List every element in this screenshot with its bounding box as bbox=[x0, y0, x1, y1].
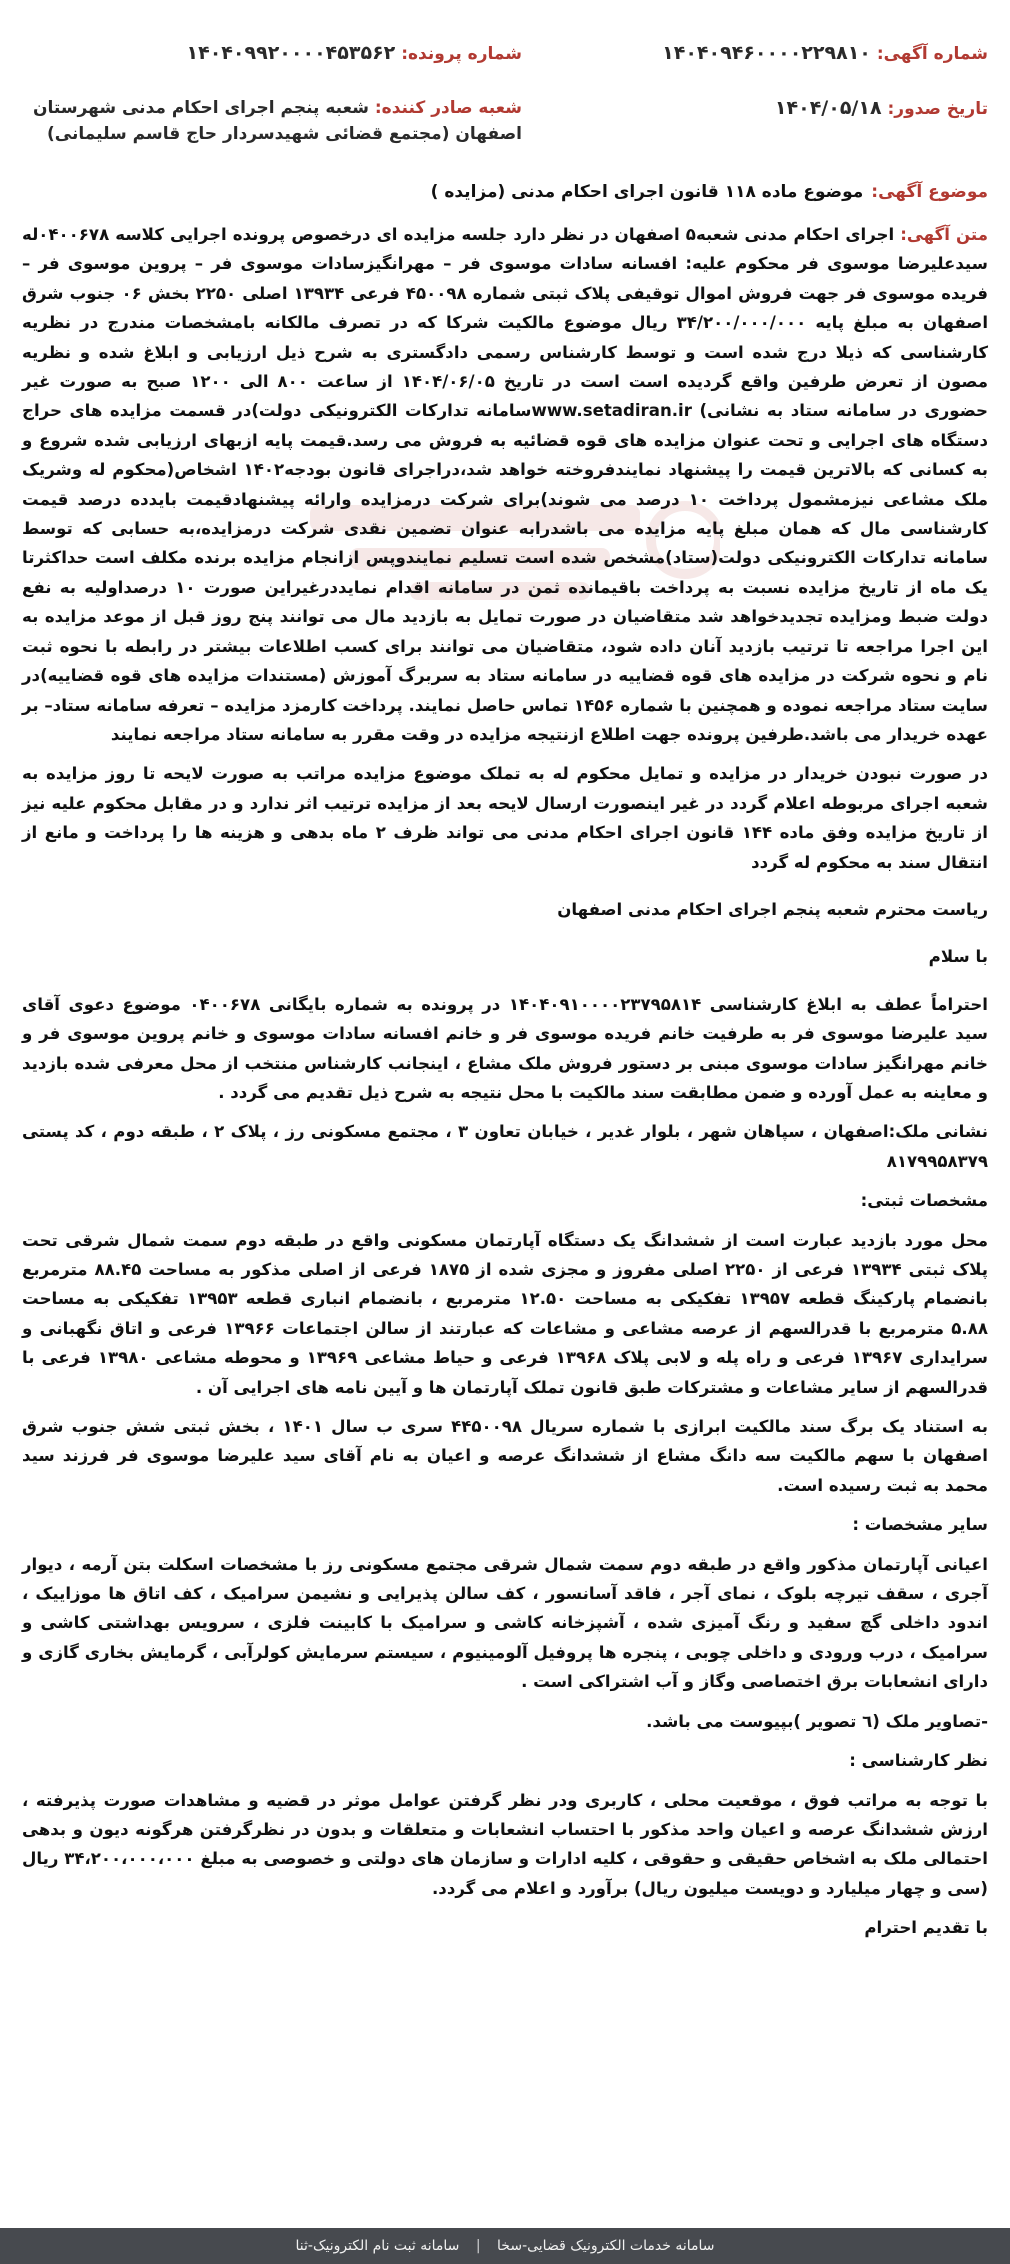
subject-value: موضوع ماده ۱۱۸ قانون اجرای احکام مدنی (مزایده ) bbox=[430, 182, 864, 202]
photos-attached: -تصاویر ملک (٦ تصویر )بپیوست می باشد. bbox=[646, 1711, 988, 1731]
body-paragraph-auction bbox=[22, 220, 988, 749]
footer-bar bbox=[0, 2228, 1010, 2264]
notice-number-label: شماره آگهی: bbox=[876, 44, 988, 64]
ownership-deed: به استناد یک برگ سند مالکیت ابرازی با شماره سریال ۴۴۵۰۰۹۸ سری ب سال ۱۴۰۱ ، بخش ثبتی شش جنوب شرق اصفهان با سهم مالکیت سه دانگ مشاع از ششدانگ عرصه و اعیان به نام آقای سید علیرضا موسوی فر فرزند سید محمد به ثبت رسیده است. bbox=[22, 1417, 988, 1495]
header-left-column bbox=[22, 40, 522, 175]
issue-date-value: ۱۴۰۴/۰۵/۱۸ bbox=[774, 97, 882, 119]
expert-opinion-heading: نظر کارشناسی : bbox=[849, 1751, 988, 1771]
issue-date-row bbox=[518, 95, 988, 122]
expert-opinion: با توجه به مراتب فوق ، موقعیت محلی ، کاربری ودر نظر گرفتن عوامل موثر در قضیه و مشاهدات صورت پذیرفته ، ارزش ششدانگ عرصه و اعیان واحد مذکور با احتساب انشعابات و متعلقات و بدون در نظرگرفتن هرگونه دیون و بدهی احتمالی ملک به اشخاص حقیقی و حقوقی ، کلیه ادارات و سازمان های دولتی و خصوصی به مبلغ ۳۴،۲۰۰،۰۰۰،۰۰۰ ریال (سی و چهار میلیارد و دویست میلیون ریال) برآورد و اعلام می گردد. bbox=[22, 1790, 988, 1898]
case-number-value: ۱۴۰۴۰۹۹۲۰۰۰۰۴۵۳۵۶۲ bbox=[186, 42, 396, 64]
footer-separator: | bbox=[475, 2238, 481, 2254]
footer-link-sakha[interactable]: سامانه خدمات الکترونیک قضایی-سخا bbox=[497, 2238, 715, 2254]
notice-subject bbox=[22, 178, 988, 206]
closing: با تقدیم احترام bbox=[864, 1918, 988, 1938]
expert-intro: احتراماً عطف به ابلاغ کارشناسی ۱۴۰۴۰۹۱۰۰۰۰۲۳۷۹۵۸۱۴ در پرونده به شماره بایگانی ۰۴۰۰۶۷۸ موضوع دعوی آقای سید علیرضا موسوی فر به طرفیت خانم فریده موسوی فر و خانم افسانه سادات موسوی و خانم پروین موسوی فر و خانم مهرانگیز سادات موسوی مبنی بر دستور فروش ملک مشاع ، اینجانب کارشناس منتخب از محل معرفی شده بازدید و معاینه به عمل آورده و ضمن مطابقت سند مالکیت با محل نتیجه به شرح ذیل تقدیم می گردد . bbox=[22, 994, 988, 1102]
issuer-label: شعبه صادر کننده: bbox=[374, 98, 522, 118]
body-paragraph-no-buyer: در صورت نبودن خریدار در مزایده و تمایل محکوم له به تملک موضوع مزایده مراتب به صورت لایحه تا روز مزایده به شعبه اجرای مربوطه اعلام گردد در غیر اینصورت ارسال لایحه بعد از مزایده ترتیب اثر ندارد و در مقابل محکوم علیه نیز از تاریخ مزایده وفق ماده ۱۴۴ قانون اجرای احکام مدنی می تواند ظرف ۲ ماه بدهی و هزینه ها را پرداخت و مانع از انتقال سند به محکوم له گردد bbox=[22, 764, 988, 872]
issuer-row bbox=[22, 95, 522, 147]
notice-number-value: ۱۴۰۴۰۹۴۶۰۰۰۰۲۲۹۸۱۰ bbox=[662, 42, 871, 64]
notice-header bbox=[22, 40, 988, 170]
header-right-column bbox=[518, 40, 988, 150]
case-number-row bbox=[22, 40, 522, 67]
case-number-label: شماره پرونده: bbox=[401, 44, 522, 64]
other-specs-heading: سایر مشخصات : bbox=[852, 1515, 988, 1535]
greeting: با سلام bbox=[928, 947, 988, 967]
registration-details: محل مورد بازدید عبارت است از ششدانگ یک دستگاه آپارتمان مسکونی واقع در طبقه دوم سمت شمال شرقی تحت پلاک ثبتی ۱۳۹۳۴ فرعی از ۲۲۵۰ اصلی مفروز و مجزی شده از ۱۸۷۵ فرعی از اصلی مذکور به مساحت ۸۸.۴۵ مترمربع بانضمام پارکینگ قطعه ۱۳۹۵۷ تفکیکی به مساحت ۱۲.۵۰ مترمربع ، بانضمام انباری قطعه ۱۳۹۵۳ تفکیکی به مساحت ۵.۸۸ مترمربع با قدرالسهم از عرصه مشاعی و مشاعات که عبارتند از سالن اجتماعات ۱۳۹۶۶ فرعی و اتاق نگهبانی و سرایداری ۱۳۹۶۷ فرعی و راه پله و لابی پلاک ۱۳۹۶۸ فرعی و حیاط مشاعی ۱۳۹۶۹ و محوطه مشاعی ۱۳۹۸۰ فرعی با قدرالسهم از سایر مشاعات و مشترکات طبق قانون تملک آپارتمان ها و آیین نامه های اجرایی آن . bbox=[22, 1230, 989, 1397]
subject-label: موضوع آگهی: bbox=[871, 182, 988, 202]
property-address: نشانی ملک:اصفهان ، سپاهان شهر ، بلوار غدیر ، خیابان تعاون ۳ ، مجتمع مسکونی رز ، پلاک ۲ ، طبقه دوم ، کد پستی ۸۱۷۹۹۵۸۳۷۹ bbox=[22, 1122, 988, 1171]
notice-number-row bbox=[518, 40, 988, 67]
auction-text: اجرای احکام مدنی شعبه۵ اصفهان در نظر دارد جلسه مزایده ای درخصوص پرونده اجرایی کلاسه ۰۴۰۰۶۷۸له سیدعلیرضا موسوی فر محکوم علیه: افسانه سادات موسوی فر – مهرانگیزسادات موسوی فر – پروین موسوی فر – فریده موسوی فر جهت فروش اموال توقیفی پلاک ثبتی شماره ۴۵۰۰۹۸ فرعی ۱۳۹۳۴ اصلی ۲۲۵۰ بخش ۰۶ جنوب شرق اصفهان به مبلغ پایه ۳۴/۲۰۰/۰۰۰/۰۰۰ ریال موضوع مالکیت شرکا که در تصرف مالکانه بامشخصات مندرج در نظریه کارشناسی که ذیلا درج شده است و توسط کارشناس رسمی دادگستری به شرح ذیل ارزیابی و ابلاغ شده و نظریه مصون از تعرض طرفین واقع گردیده است است در تاریخ ۱۴۰۴/۰۶/۰۵ از ساعت ۸۰۰ الی ۱۲۰۰ صبح به صورت غیر حضوری در سامانه ستاد به نشانی) www.setadiran.irسامانه تدارکات الکترونیکی دولت)در قسمت مزایده های حراج دستگاه های اجرایی و تحت عنوان مزایده های قوه قضائیه به فروش می رسد.قیمت پایه ازبهای ارزیابی شده شروع و به کسانی که بالاترین قیمت را پیشنهاد نمایندفروخته خواهد شد،دراجرای قانون بودجه۱۴۰۲ اشخاص(محکوم له وشریک ملک مشاعی نیزمشمول پرداخت ۱۰ درصد می شوند)برای شرکت درمزایده وارائه پیشنهادقیمت بایدده درصد قیمت کارشناسی مال که همان مبلغ پایه مزایده می باشدرابه عنوان تضمین نقدی شرکت درمزایده،به حسابی که توسط سامانه تدارکات الکترونیکی دولت(ستاد)مشخص شده است تسلیم نمایندوپس ازانجام مزایده برنده مکلف است حداکثرتا یک ماه از تاریخ مزایده نسبت به پرداخت باقیمانده ثمن در سامانه اقدام نمایددرغیراین صورت ۱۰ درصداولیه به نفع دولت ضبط ومزایده تجدیدخواهد شد متقاضیان در صورت تمایل به بازدید مال می توانند پنج روز قبل از موعد مزایده به این اجرا مراجعه تا ترتیب بازدید آنان داده شود، متقاضیان می توانند برای کسب اطلاعات بیشتر در رابطه با نحوه ثبت نام و نحوه شرکت در مزایده های قوه قضاییه در سامانه ستاد به سربرگ آموزش (مستندات مزایده های قوه قضاییه)در سایت ستاد مراجعه نموده و همچنین با شماره ۱۴۵۶ تماس حاصل نمایند. پرداخت کارمزد مزایده – تعرفه سامانه ستاد– بر عهده خریدار می باشد.طرفین پرونده جهت اطلاع ازنتیجه مزایده در وقت مقرر به سامانه ستاد مراجعه نمایند bbox=[22, 225, 989, 744]
addressee: ریاست محترم شعبه پنجم اجرای احکام مدنی اصفهان bbox=[557, 899, 988, 919]
footer-link-sana[interactable]: سامانه ثبت نام الکترونیک-ثنا bbox=[295, 2238, 460, 2254]
issuer-value: شعبه پنجم اجرای احکام مدنی شهرستان اصفهان (مجتمع قضائی شهیدسردار حاج قاسم سلیمانی) bbox=[33, 98, 522, 144]
notice-body bbox=[22, 220, 988, 1943]
issue-date-label: تاریخ صدور: bbox=[887, 99, 988, 119]
registration-heading: مشخصات ثبتی: bbox=[860, 1191, 988, 1211]
building-specs: اعیانی آپارتمان مذکور واقع در طبقه دوم سمت شمال شرقی مجتمع مسکونی رز با مشخصات اسکلت بتن آرمه ، دیوار آجری ، سقف تیرچه بلوک ، نمای آجر ، فاقد آسانسور ، کف سالن پذیرایی و نشیمن سرامیک ، کف اتاق ها موزاییک ، اندود داخلی گچ سفید و رنگ آمیزی شده ، آشپزخانه کاشی و سرامیک با کابینت فلزی ، سرویس بهداشتی کاشی و سرامیک ، درب ورودی و داخلی چوبی ، پنجره ها پروفیل آلومینیوم ، سیستم سرمایش کولرآبی ، گرمایش بخاری گازی و دارای انشعابات برق اختصاصی وگاز و آب اشتراکی است . bbox=[22, 1554, 988, 1692]
text-label: متن آگهی: bbox=[900, 225, 988, 244]
